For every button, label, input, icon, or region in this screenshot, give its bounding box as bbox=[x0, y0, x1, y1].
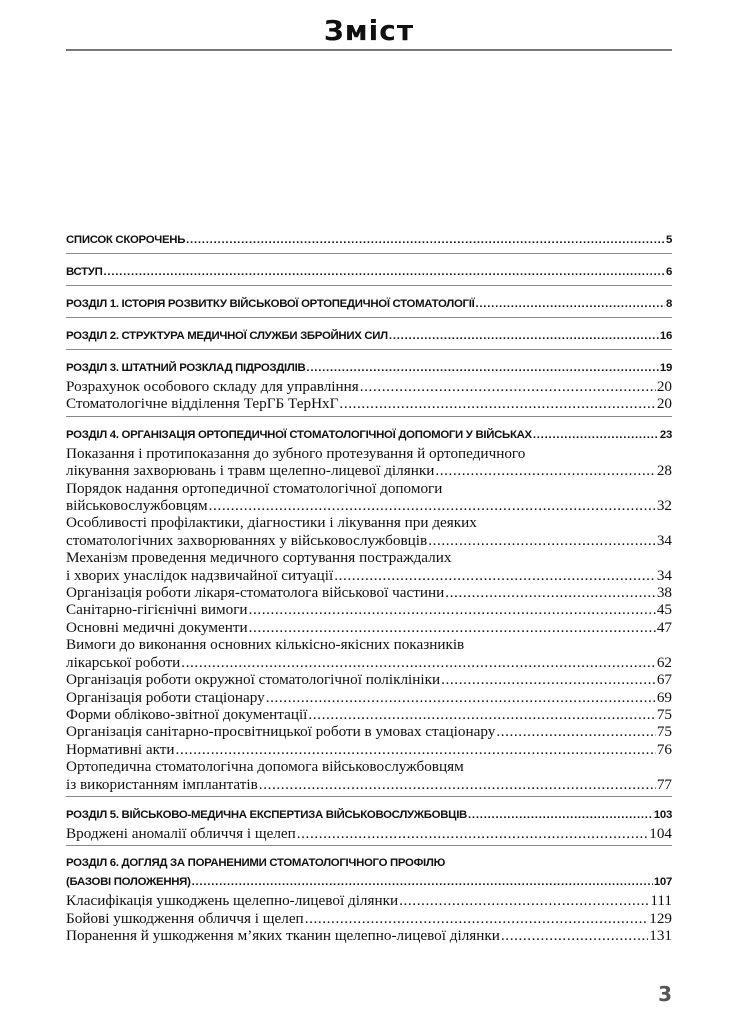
toc-heading-line: РОЗДІЛ 6. ДОГЛЯД ЗА ПОРАНЕНИМИ СТОМАТОЛОГІЧНОГО ПРОФІЛЮ bbox=[66, 857, 446, 870]
dot-leader bbox=[360, 378, 656, 395]
toc-page-number: 20 bbox=[656, 378, 672, 395]
toc-page-number: 107 bbox=[653, 876, 672, 889]
dot-leader bbox=[249, 601, 656, 618]
toc-entry-line: Механізм проведення медичного сортування постраждалих bbox=[66, 549, 452, 567]
toc-entry[interactable] bbox=[66, 689, 672, 706]
toc-page-number: 5 bbox=[665, 234, 672, 246]
toc-heading-title: РОЗДІЛ 5. ВІЙСЬКОВО-МЕДИЧНА ЕКСПЕРТИЗА ВІЙСЬКОВОСЛУЖБОВЦІВ bbox=[66, 808, 467, 821]
toc-heading[interactable] bbox=[66, 423, 672, 445]
toc-entry[interactable] bbox=[66, 927, 672, 944]
dot-leader bbox=[496, 723, 655, 740]
toc-entry-title: Форми обліково-звітної документації bbox=[66, 705, 308, 723]
toc-entry[interactable] bbox=[66, 910, 672, 927]
page-number: 3 bbox=[658, 982, 672, 1006]
toc-entry[interactable] bbox=[66, 567, 672, 584]
toc-page-number: 103 bbox=[653, 808, 672, 821]
dot-leader bbox=[297, 825, 648, 842]
toc-entry-title: Організація роботи лікаря-стоматолога військової частини bbox=[66, 584, 445, 602]
toc-entry-title: Основні медичні документи bbox=[66, 618, 248, 636]
dot-leader bbox=[176, 741, 656, 758]
dot-leader bbox=[441, 671, 656, 688]
toc-entry-line: Вимоги до виконання основних кількісно-якісних показників bbox=[66, 636, 465, 654]
dot-leader bbox=[306, 358, 659, 378]
dot-leader bbox=[209, 497, 656, 514]
toc-heading[interactable] bbox=[66, 803, 672, 825]
toc-page-number: 45 bbox=[656, 601, 672, 619]
toc-section bbox=[66, 324, 672, 350]
toc-entry-title: стоматологічних захворюваннях у військовослужбовців bbox=[66, 531, 428, 549]
dot-leader bbox=[308, 706, 655, 723]
toc-entry[interactable] bbox=[66, 378, 672, 395]
toc-heading[interactable] bbox=[66, 872, 672, 892]
toc-heading-title: РОЗДІЛ 3. ШТАТНИЙ РОЗКЛАД ПІДРОЗДІЛІВ bbox=[66, 362, 306, 374]
dot-leader bbox=[266, 689, 656, 706]
toc-entry[interactable] bbox=[66, 601, 672, 618]
toc-entry-line: Порядок надання ортопедичної стоматологічної допомоги bbox=[66, 479, 443, 497]
toc-section bbox=[66, 356, 672, 417]
toc-entry-title: із використанням імплантатів bbox=[66, 775, 258, 793]
title-divider bbox=[66, 49, 672, 51]
toc-heading-title: РОЗДІЛ 4. ОРГАНІЗАЦІЯ ОРТОПЕДИЧНОЇ СТОМАТОЛОГІЧНОЇ ДОПОМОГИ У ВІЙСЬКАХ bbox=[66, 428, 532, 441]
toc-entry-title: Розрахунок особового складу для управління bbox=[66, 378, 359, 395]
toc-page-number: 75 bbox=[656, 705, 672, 723]
toc-entry-title: Стоматологічне відділення ТерГБ ТерНхГ bbox=[66, 395, 339, 413]
toc-page-number: 23 bbox=[659, 428, 672, 441]
dot-leader bbox=[259, 776, 656, 793]
toc-entry[interactable] bbox=[66, 395, 672, 412]
toc-page-number: 6 bbox=[665, 266, 672, 278]
toc-page-number: 77 bbox=[656, 775, 672, 793]
toc-page-number: 75 bbox=[656, 723, 672, 741]
toc-entry-title: Санітарно-гігієнічні вимоги bbox=[66, 601, 248, 619]
dot-leader bbox=[389, 326, 659, 346]
toc-page-number: 19 bbox=[659, 362, 672, 374]
toc-heading[interactable] bbox=[66, 324, 672, 346]
toc-entry[interactable] bbox=[66, 892, 672, 909]
dot-leader bbox=[249, 619, 656, 636]
toc-entry[interactable] bbox=[66, 671, 672, 688]
toc-section bbox=[66, 852, 672, 947]
toc-section bbox=[66, 803, 672, 846]
toc-entry-title: Поранення й ушкодження м’яких тканин щелепно-лицевої ділянки bbox=[66, 927, 500, 945]
toc-entry-title: Організація роботи стаціонару bbox=[66, 688, 265, 706]
toc-entry-title: Організація санітарно-просвітницької роботи в умовах стаціонару bbox=[66, 723, 496, 741]
toc-entry-title: і хворих унаслідок надзвичайної ситуації bbox=[66, 566, 334, 584]
toc-entry-title: Бойові ушкодження обличчя і щелеп bbox=[66, 909, 304, 927]
toc-page-number: 67 bbox=[656, 671, 672, 689]
toc-heading[interactable] bbox=[66, 260, 672, 282]
toc-entry[interactable] bbox=[66, 619, 672, 636]
toc-heading[interactable] bbox=[66, 292, 672, 314]
toc-heading[interactable] bbox=[66, 356, 672, 378]
dot-leader bbox=[533, 425, 659, 445]
toc-section bbox=[66, 292, 672, 318]
dot-leader bbox=[305, 910, 649, 927]
toc-section bbox=[66, 228, 672, 254]
toc-page-number: 32 bbox=[656, 497, 672, 515]
dot-leader bbox=[445, 584, 656, 601]
toc-entry[interactable] bbox=[66, 497, 672, 514]
dot-leader bbox=[399, 892, 649, 909]
dot-leader bbox=[181, 654, 656, 671]
toc-page-number: 20 bbox=[656, 395, 672, 413]
toc-page-number: 34 bbox=[656, 531, 672, 549]
toc-entry[interactable] bbox=[66, 584, 672, 601]
toc-entry[interactable] bbox=[66, 706, 672, 723]
toc-entry-title: Нормативні акти bbox=[66, 740, 175, 758]
toc-page-number: 131 bbox=[649, 927, 672, 945]
toc-entry[interactable] bbox=[66, 532, 672, 549]
toc-page-number: 111 bbox=[650, 892, 672, 910]
toc-entry-line: Показання і протипоказання до зубного протезування й ортопедичного bbox=[66, 444, 526, 462]
toc-heading-title: ВСТУП bbox=[66, 266, 103, 278]
toc-entry-title: Класифікація ушкоджень щелепно-лицевої ділянки bbox=[66, 892, 399, 910]
dot-leader bbox=[428, 532, 656, 549]
toc-page-number: 28 bbox=[656, 462, 672, 480]
toc-heading-title: РОЗДІЛ 2. СТРУКТУРА МЕДИЧНОЇ СЛУЖБИ ЗБРОЙНИХ СИЛ bbox=[66, 330, 388, 342]
dot-leader bbox=[435, 462, 655, 479]
toc-page-number: 16 bbox=[659, 330, 672, 342]
toc-entry[interactable] bbox=[66, 462, 672, 479]
dot-leader bbox=[501, 927, 648, 944]
toc-page-number: 47 bbox=[656, 618, 672, 636]
toc-page-number: 34 bbox=[656, 566, 672, 584]
toc-page-number: 62 bbox=[656, 653, 672, 671]
toc-entry[interactable] bbox=[66, 723, 672, 740]
toc-heading-title: СПИСОК СКОРОЧЕНЬ bbox=[66, 234, 186, 246]
dot-leader bbox=[186, 230, 665, 250]
toc-entry-title: лікування захворювань і травм щелепно-лицевої ділянки bbox=[66, 462, 435, 480]
toc-entry[interactable] bbox=[66, 654, 672, 671]
toc-entry-title: Організація роботи окружної стоматологічної поліклініки bbox=[66, 671, 441, 689]
toc-entry[interactable] bbox=[66, 776, 672, 793]
toc-heading[interactable] bbox=[66, 228, 672, 250]
toc-entry[interactable] bbox=[66, 741, 672, 758]
toc-heading-title: РОЗДІЛ 1. ІСТОРІЯ РОЗВИТКУ ВІЙСЬКОВОЇ ОРТОПЕДИЧНОЇ СТОМАТОЛОГІЇ bbox=[66, 298, 475, 310]
dot-leader bbox=[192, 872, 653, 892]
toc-section bbox=[66, 260, 672, 286]
toc-page-number: 8 bbox=[665, 298, 672, 310]
toc-entry-line: Ортопедична стоматологічна допомога військовослужбовцям bbox=[66, 758, 464, 776]
table-of-contents bbox=[66, 228, 672, 954]
toc-entry[interactable] bbox=[66, 825, 672, 842]
page-title: Зміст bbox=[323, 14, 415, 47]
toc-section bbox=[66, 423, 672, 797]
dot-leader bbox=[103, 262, 664, 282]
toc-entry-title: Вроджені аномалії обличчя і щелеп bbox=[66, 824, 296, 842]
toc-entry-title: військовослужбовцям bbox=[66, 497, 208, 515]
toc-page-number: 104 bbox=[649, 824, 672, 842]
toc-heading-title: (БАЗОВІ ПОЛОЖЕННЯ) bbox=[66, 876, 191, 889]
dot-leader bbox=[468, 805, 653, 825]
toc-page-number: 38 bbox=[656, 584, 672, 602]
toc-page-number: 129 bbox=[649, 909, 672, 927]
dot-leader bbox=[475, 294, 665, 314]
toc-page-number: 69 bbox=[656, 688, 672, 706]
dot-leader bbox=[339, 395, 655, 412]
dot-leader bbox=[334, 567, 656, 584]
toc-entry-title: лікарської роботи bbox=[66, 653, 181, 671]
toc-page-number: 76 bbox=[656, 740, 672, 758]
toc-entry-line: Особливості профілактики, діагностики і лікування при деяких bbox=[66, 514, 477, 532]
